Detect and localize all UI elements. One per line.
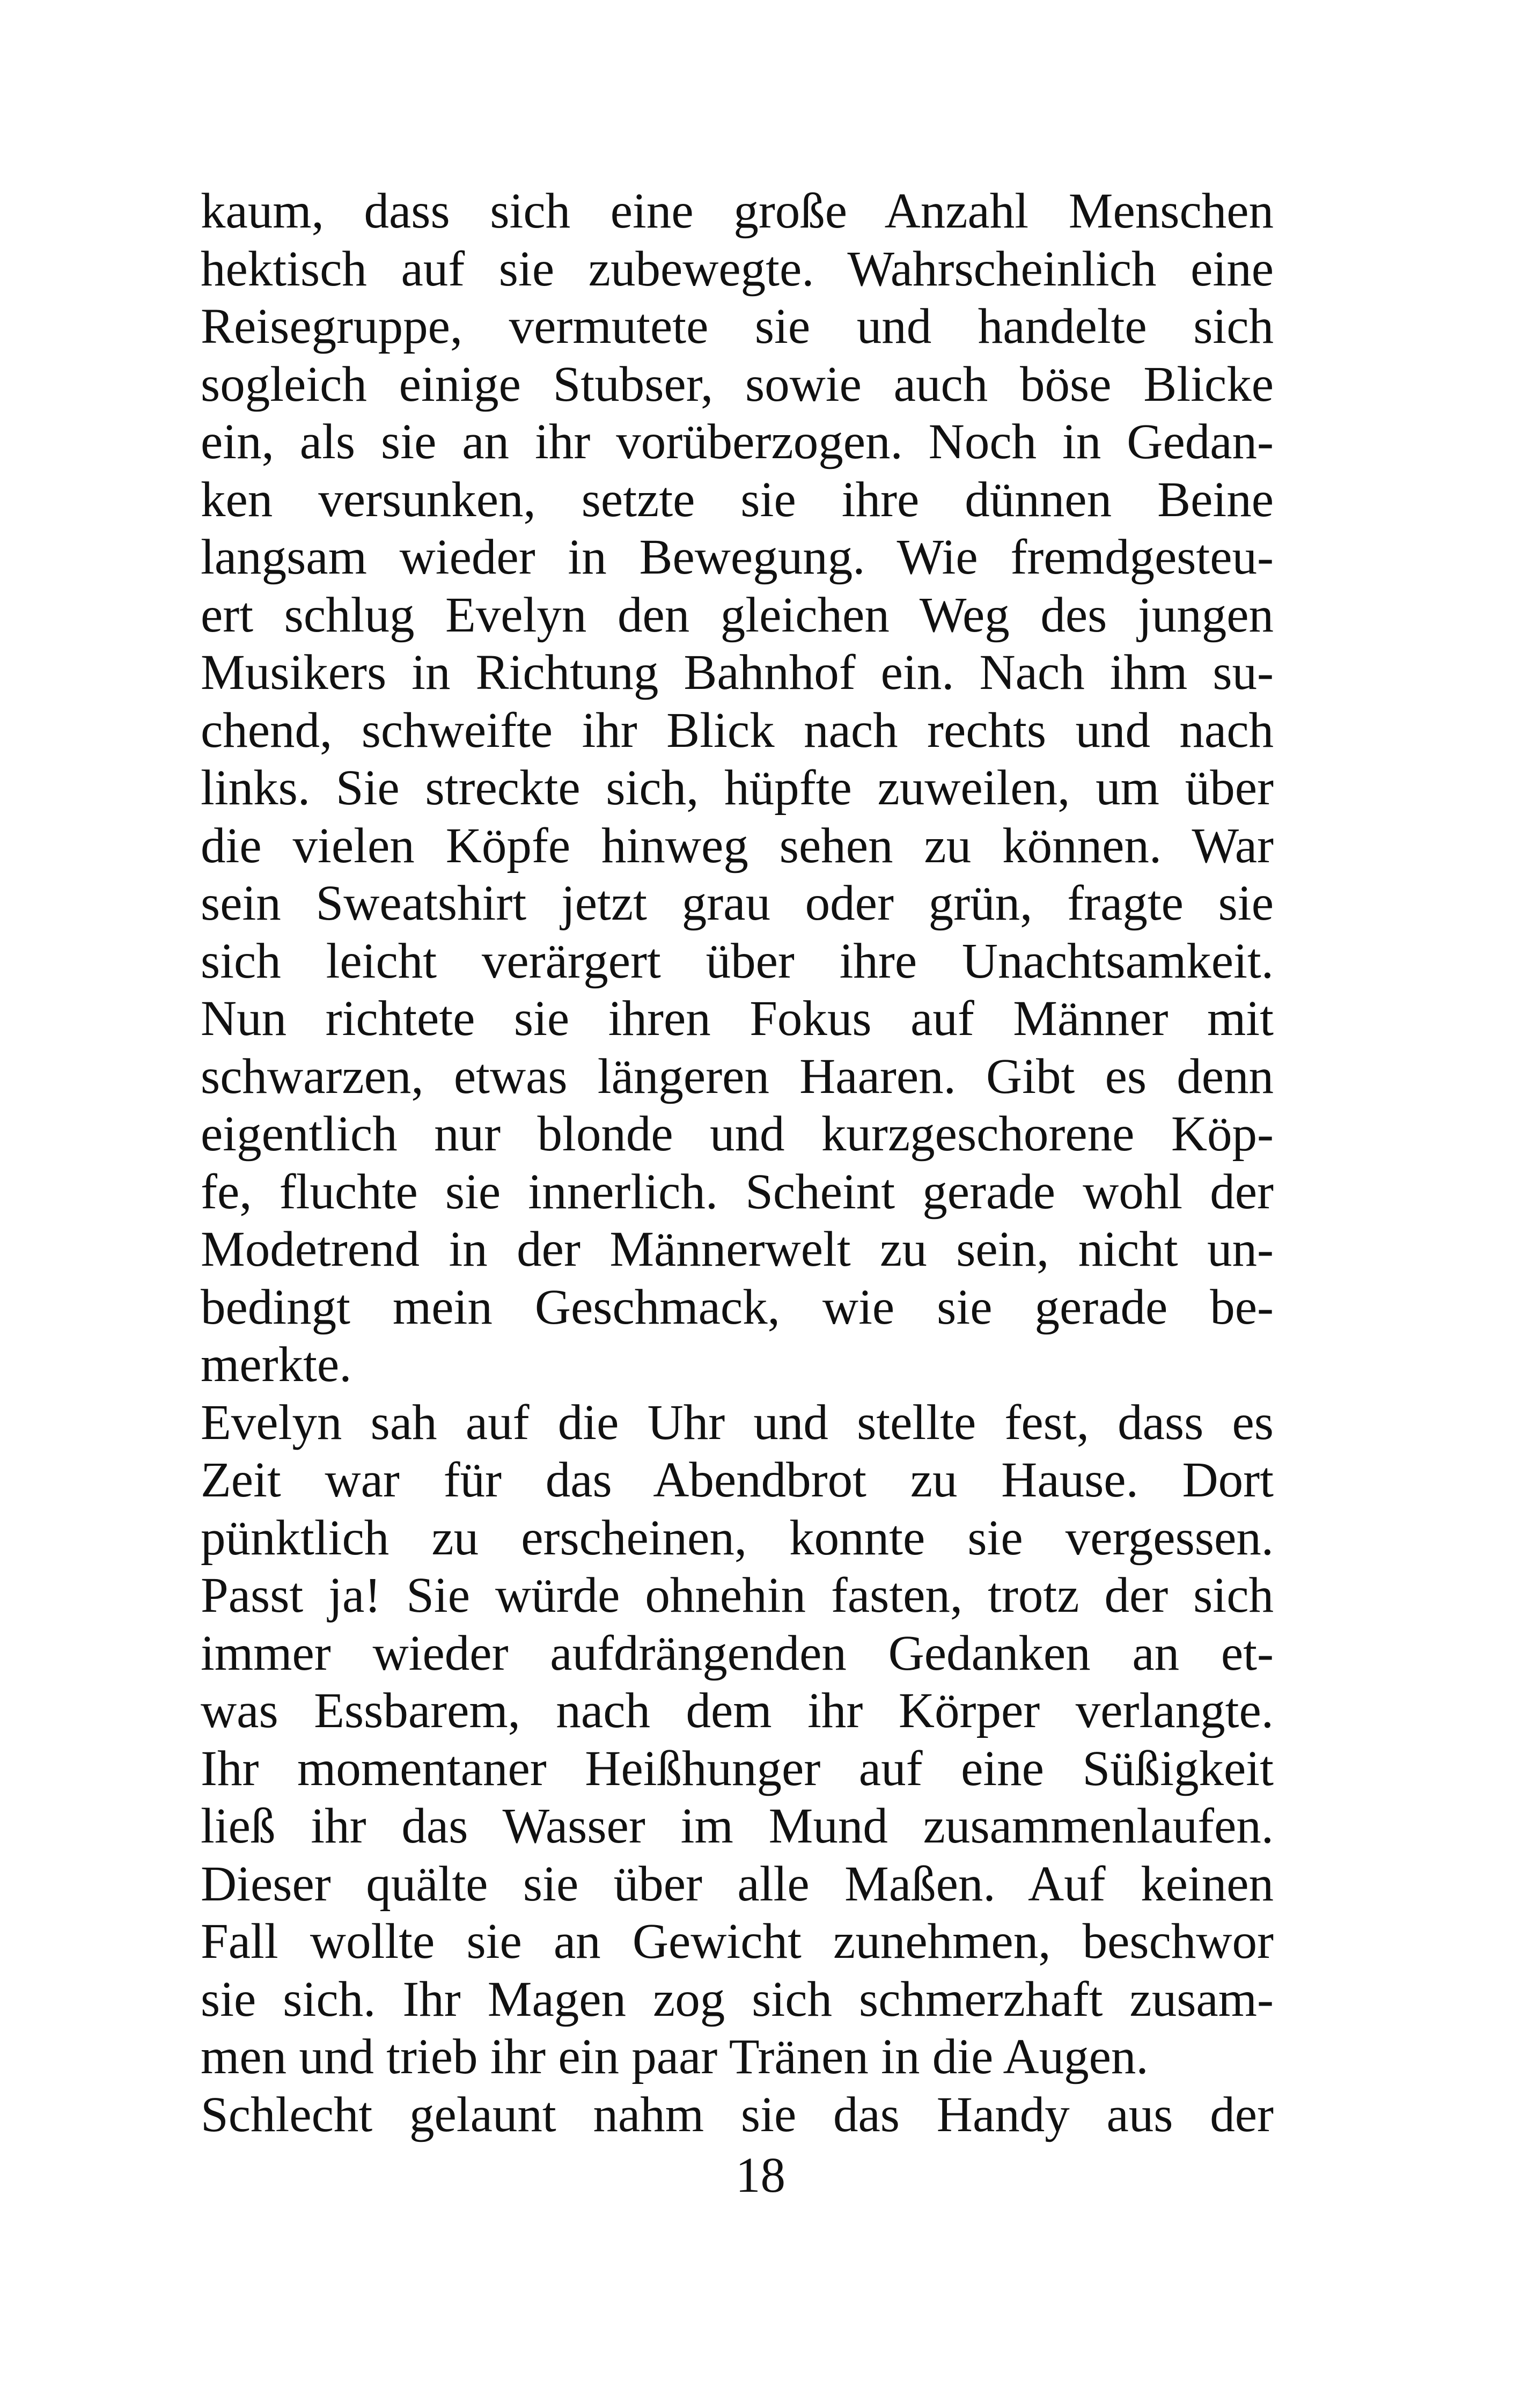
text-line: chend, schweifte ihr Blick nach rechts und nach xyxy=(201,702,1274,758)
text-line: sein Sweatshirt jetzt grau oder grün, fragte sie xyxy=(201,876,1274,931)
text-line: ert schlug Evelyn den gleichen Weg des jungen xyxy=(201,587,1274,643)
text-line: was Essbarem, nach dem ihr Körper verlangte. xyxy=(201,1683,1274,1738)
text-line: merkte. xyxy=(201,1337,352,1392)
text-line: Reisegruppe, vermutete sie und handelte sich xyxy=(201,299,1274,354)
text-line: pünktlich zu erscheinen, konnte sie vergessen. xyxy=(201,1510,1274,1566)
text-line: Zeit war für das Abendbrot zu Hause. Dort xyxy=(201,1452,1274,1508)
body-text xyxy=(201,182,1274,2143)
text-line: sogleich einige Stubser, sowie auch böse Blicke xyxy=(201,356,1274,412)
text-line: kaum, dass sich eine große Anzahl Menschen xyxy=(201,183,1274,239)
text-line: eigentlich nur blonde und kurzgeschorene Köp- xyxy=(201,1106,1274,1162)
text-line: ken versunken, setzte sie ihre dünnen Beine xyxy=(201,472,1274,527)
text-line: langsam wieder in Bewegung. Wie fremdgesteu- xyxy=(201,530,1274,585)
text-line: Evelyn sah auf die Uhr und stellte fest, dass es xyxy=(201,1394,1274,1450)
text-line: immer wieder aufdrängenden Gedanken an et- xyxy=(201,1625,1274,1681)
text-line: ein, als sie an ihr vorüberzogen. Noch in Gedan- xyxy=(201,414,1274,469)
text-line: hektisch auf sie zubewegte. Wahrscheinlich eine xyxy=(201,241,1274,297)
text-line: sich leicht verärgert über ihre Unachtsamkeit. xyxy=(201,933,1274,989)
text-line: links. Sie streckte sich, hüpfte zuweilen, um über xyxy=(201,760,1274,816)
text-line: sie sich. Ihr Magen zog sich schmerzhaft zusam- xyxy=(201,1971,1274,2027)
text-line: schwarzen, etwas längeren Haaren. Gibt es denn xyxy=(201,1048,1274,1104)
text-line: fe, fluchte sie innerlich. Scheint gerade wohl der xyxy=(201,1164,1274,1220)
page-number: 18 xyxy=(736,2148,785,2203)
text-line: bedingt mein Geschmack, wie sie gerade be- xyxy=(201,1279,1274,1335)
text-line: Musikers in Richtung Bahnhof ein. Nach ihm su- xyxy=(201,645,1274,700)
text-line: men und trieb ihr ein paar Tränen in die Augen. xyxy=(201,2029,1149,2084)
text-line: Ihr momentaner Heißhunger auf eine Süßigkeit xyxy=(201,1741,1274,1796)
text-line: Nun richtete sie ihren Fokus auf Männer mit xyxy=(201,991,1274,1046)
text-line: die vielen Köpfe hinweg sehen zu können. War xyxy=(201,818,1274,873)
text-line: Schlecht gelaunt nahm sie das Handy aus der xyxy=(201,2087,1274,2142)
text-line: Dieser quälte sie über alle Maßen. Auf keinen xyxy=(201,1856,1274,1912)
text-line: Fall wollte sie an Gewicht zunehmen, beschwor xyxy=(201,1914,1274,1969)
text-line: Passt ja! Sie würde ohnehin fasten, trotz der sich xyxy=(201,1568,1274,1623)
text-line: Modetrend in der Männerwelt zu sein, nicht un- xyxy=(201,1222,1274,1277)
text-line: ließ ihr das Wasser im Mund zusammenlaufen. xyxy=(201,1798,1274,1854)
